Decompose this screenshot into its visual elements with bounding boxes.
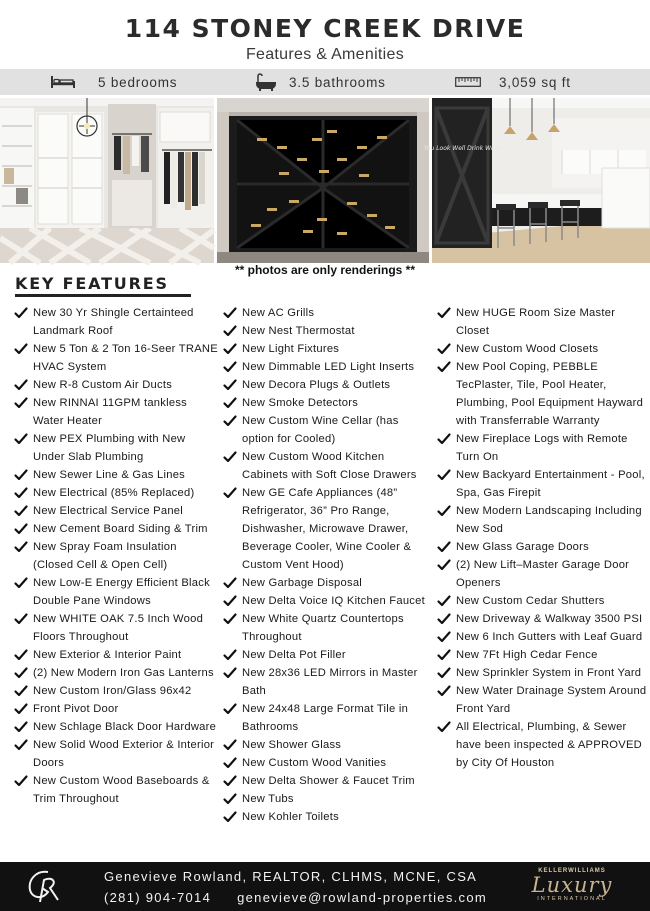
checkmark-icon <box>437 559 451 571</box>
feature-item: New R-8 Custom Air Ducts <box>14 376 219 394</box>
checkmark-icon <box>437 307 451 319</box>
checkmark-icon <box>14 379 28 391</box>
agent-monogram-logo <box>22 866 62 906</box>
features-column-2 <box>223 304 433 826</box>
feature-item: All Electrical, Plumbing, & Sewer have been inspected & APPROVED by City Of Houston <box>437 718 649 772</box>
feature-item: New Smoke Detectors <box>223 394 433 412</box>
checkmark-icon <box>437 613 451 625</box>
checkmark-icon <box>223 793 237 805</box>
checkmark-icon <box>14 469 28 481</box>
checkmark-icon <box>437 721 451 733</box>
checkmark-icon <box>223 703 237 715</box>
checkmark-icon <box>437 469 451 481</box>
checkmark-icon <box>223 613 237 625</box>
checkmark-icon <box>223 415 237 427</box>
feature-item: New Delta Pot Filler <box>223 646 433 664</box>
feature-item: New Light Fixtures <box>223 340 433 358</box>
feature-item: New 5 Ton & 2 Ton 16-Seer TRANE HVAC System <box>14 340 219 376</box>
checkmark-icon <box>437 595 451 607</box>
feature-item: New Custom Cedar Shutters <box>437 592 649 610</box>
checkmark-icon <box>14 739 28 751</box>
feature-item: New Electrical (85% Replaced) <box>14 484 219 502</box>
feature-item: New Cement Board Siding & Trim <box>14 520 219 538</box>
checkmark-icon <box>14 685 28 697</box>
checkmark-icon <box>223 775 237 787</box>
brand-top: KELLERWILLIAMS <box>538 868 606 874</box>
area-label: 3,059 sq ft <box>499 74 571 90</box>
wine-cellar-photo <box>217 98 429 263</box>
feature-item: New Exterior & Interior Paint <box>14 646 219 664</box>
brokerage-logo <box>513 868 631 902</box>
checkmark-icon <box>14 343 28 355</box>
bathrooms-label: 3.5 bathrooms <box>289 74 386 90</box>
chalkboard-text: You Look Well Drink Wine <box>423 145 501 152</box>
feature-item: New Glass Garage Doors <box>437 538 649 556</box>
property-subtitle: Features & Amenities <box>245 46 405 63</box>
checkmark-icon <box>223 487 237 499</box>
feature-item: New Delta Voice IQ Kitchen Faucet <box>223 592 433 610</box>
checkmark-icon <box>437 685 451 697</box>
feature-item: New Electrical Service Panel <box>14 502 219 520</box>
checkmark-icon <box>223 307 237 319</box>
feature-item: New Custom Wood Vanities <box>223 754 433 772</box>
checkmark-icon <box>14 775 28 787</box>
checkmark-icon <box>223 577 237 589</box>
checkmark-icon <box>223 397 237 409</box>
stat-bedrooms <box>50 69 177 95</box>
kitchen-photo <box>423 98 650 263</box>
checkmark-icon <box>223 451 237 463</box>
checkmark-icon <box>223 649 237 661</box>
agent-footer <box>0 862 650 911</box>
stat-bathrooms <box>255 69 386 95</box>
feature-item: New 7Ft High Cedar Fence <box>437 646 649 664</box>
feature-item: New Custom Wood Kitchen Cabinets with Soft Close Drawers <box>223 448 433 484</box>
feature-item: New HUGE Room Size Master Closet <box>437 304 649 340</box>
feature-item: New Modern Landscaping Including New Sod <box>437 502 649 538</box>
features-column-1 <box>14 304 219 808</box>
feature-item: New Garbage Disposal <box>223 574 433 592</box>
bathtub-icon <box>255 73 277 91</box>
feature-item: New Nest Thermostat <box>223 322 433 340</box>
checkmark-icon <box>437 649 451 661</box>
feature-item: (2) New Modern Iron Gas Lanterns <box>14 664 219 682</box>
feature-item: New Custom Iron/Glass 96x42 <box>14 682 219 700</box>
checkmark-icon <box>14 307 28 319</box>
feature-item: New Dimmable LED Light Inserts <box>223 358 433 376</box>
property-title: 114 STONEY CREEK DRIVE <box>124 14 526 43</box>
feature-item: New GE Cafe Appliances (48” Refrigerator, 36” Pro Range, Dishwasher, Microwave Drawer, Beverage Cooler, Wine Cooler & Custom Vent Hood) <box>223 484 433 574</box>
feature-item: New 24x48 Large Format Tile in Bathrooms <box>223 700 433 736</box>
feature-item: (2) New Lift–Master Garage Door Openers <box>437 556 649 592</box>
feature-item: New Solid Wood Exterior & Interior Doors <box>14 736 219 772</box>
feature-item: New Driveway & Walkway 3500 PSI <box>437 610 649 628</box>
stats-bar <box>0 69 650 95</box>
feature-item: New Shower Glass <box>223 736 433 754</box>
checkmark-icon <box>223 667 237 679</box>
feature-item: New 6 Inch Gutters with Leaf Guard <box>437 628 649 646</box>
feature-item: New 30 Yr Shingle Certainteed Landmark Roof <box>14 304 219 340</box>
feature-item: New Water Drainage System Around Front Yard <box>437 682 649 718</box>
checkmark-icon <box>223 343 237 355</box>
key-features-heading: KEY FEATURES <box>15 274 169 293</box>
feature-item: New Backyard Entertainment - Pool, Spa, Gas Firepit <box>437 466 649 502</box>
checkmark-icon <box>14 541 28 553</box>
feature-item: Front Pivot Door <box>14 700 219 718</box>
checkmark-icon <box>437 667 451 679</box>
checkmark-icon <box>437 541 451 553</box>
feature-item: New Delta Shower & Faucet Trim <box>223 772 433 790</box>
checkmark-icon <box>437 631 451 643</box>
stat-area <box>455 69 571 95</box>
feature-item: New Spray Foam Insulation (Closed Cell & Open Cell) <box>14 538 219 574</box>
feature-item: New RINNAI 11GPM tankless Water Heater <box>14 394 219 430</box>
feature-item: New Sprinkler System in Front Yard <box>437 664 649 682</box>
checkmark-icon <box>437 361 451 373</box>
checkmark-icon <box>223 811 237 823</box>
checkmark-icon <box>437 433 451 445</box>
feature-item: New WHITE OAK 7.5 Inch Wood Floors Throughout <box>14 610 219 646</box>
feature-item: New Schlage Black Door Hardware <box>14 718 219 736</box>
feature-item: New Custom Wood Closets <box>437 340 649 358</box>
feature-item: New AC Grills <box>223 304 433 322</box>
features-column-3 <box>437 304 649 772</box>
checkmark-icon <box>14 577 28 589</box>
checkmark-icon <box>14 703 28 715</box>
agent-email[interactable]: genevieve@rowland-properties.com <box>237 890 488 905</box>
checkmark-icon <box>223 595 237 607</box>
feature-item: New Custom Wood Baseboards & Trim Throughout <box>14 772 219 808</box>
checkmark-icon <box>14 523 28 535</box>
brand-main: Luxury <box>531 873 613 897</box>
checkmark-icon <box>437 505 451 517</box>
checkmark-icon <box>14 721 28 733</box>
checkmark-icon <box>14 649 28 661</box>
heading-underline <box>15 294 191 297</box>
feature-item: New PEX Plumbing with New Under Slab Plumbing <box>14 430 219 466</box>
feature-item: New Decora Plugs & Outlets <box>223 376 433 394</box>
checkmark-icon <box>223 379 237 391</box>
agent-phone[interactable]: (281) 904-7014 <box>104 890 212 905</box>
checkmark-icon <box>14 433 28 445</box>
checkmark-icon <box>14 613 28 625</box>
feature-item: New Kohler Toilets <box>223 808 433 826</box>
closet-photo <box>0 98 214 263</box>
feature-item: New Fireplace Logs with Remote Turn On <box>437 430 649 466</box>
checkmark-icon <box>223 361 237 373</box>
agent-contact <box>104 890 487 905</box>
feature-item: New Tubs <box>223 790 433 808</box>
checkmark-icon <box>223 739 237 751</box>
bedrooms-label: 5 bedrooms <box>98 74 178 90</box>
checkmark-icon <box>437 343 451 355</box>
ruler-icon <box>455 77 481 87</box>
feature-item: New Custom Wine Cellar (has option for Cooled) <box>223 412 433 448</box>
checkmark-icon <box>14 487 28 499</box>
checkmark-icon <box>223 757 237 769</box>
bed-icon <box>50 75 76 89</box>
checkmark-icon <box>14 397 28 409</box>
agent-name: Genevieve Rowland, REALTOR, CLHMS, MCNE, CSA <box>104 869 478 884</box>
brand-bottom: INTERNATIONAL <box>537 896 607 902</box>
feature-item: New Pool Coping, PEBBLE TecPlaster, Tile, Pool Heater, Plumbing, Pool Equipment Hayward with Transferrable Warranty <box>437 358 649 430</box>
checkmark-icon <box>14 667 28 679</box>
feature-item: New White Quartz Countertops Throughout <box>223 610 433 646</box>
checkmark-icon <box>14 505 28 517</box>
checkmark-icon <box>223 325 237 337</box>
renderings-disclaimer: ** photos are only renderings ** <box>234 263 416 277</box>
feature-item: New Low-E Energy Efficient Black Double Pane Windows <box>14 574 219 610</box>
feature-item: New 28x36 LED Mirrors in Master Bath <box>223 664 433 700</box>
feature-item: New Sewer Line & Gas Lines <box>14 466 219 484</box>
